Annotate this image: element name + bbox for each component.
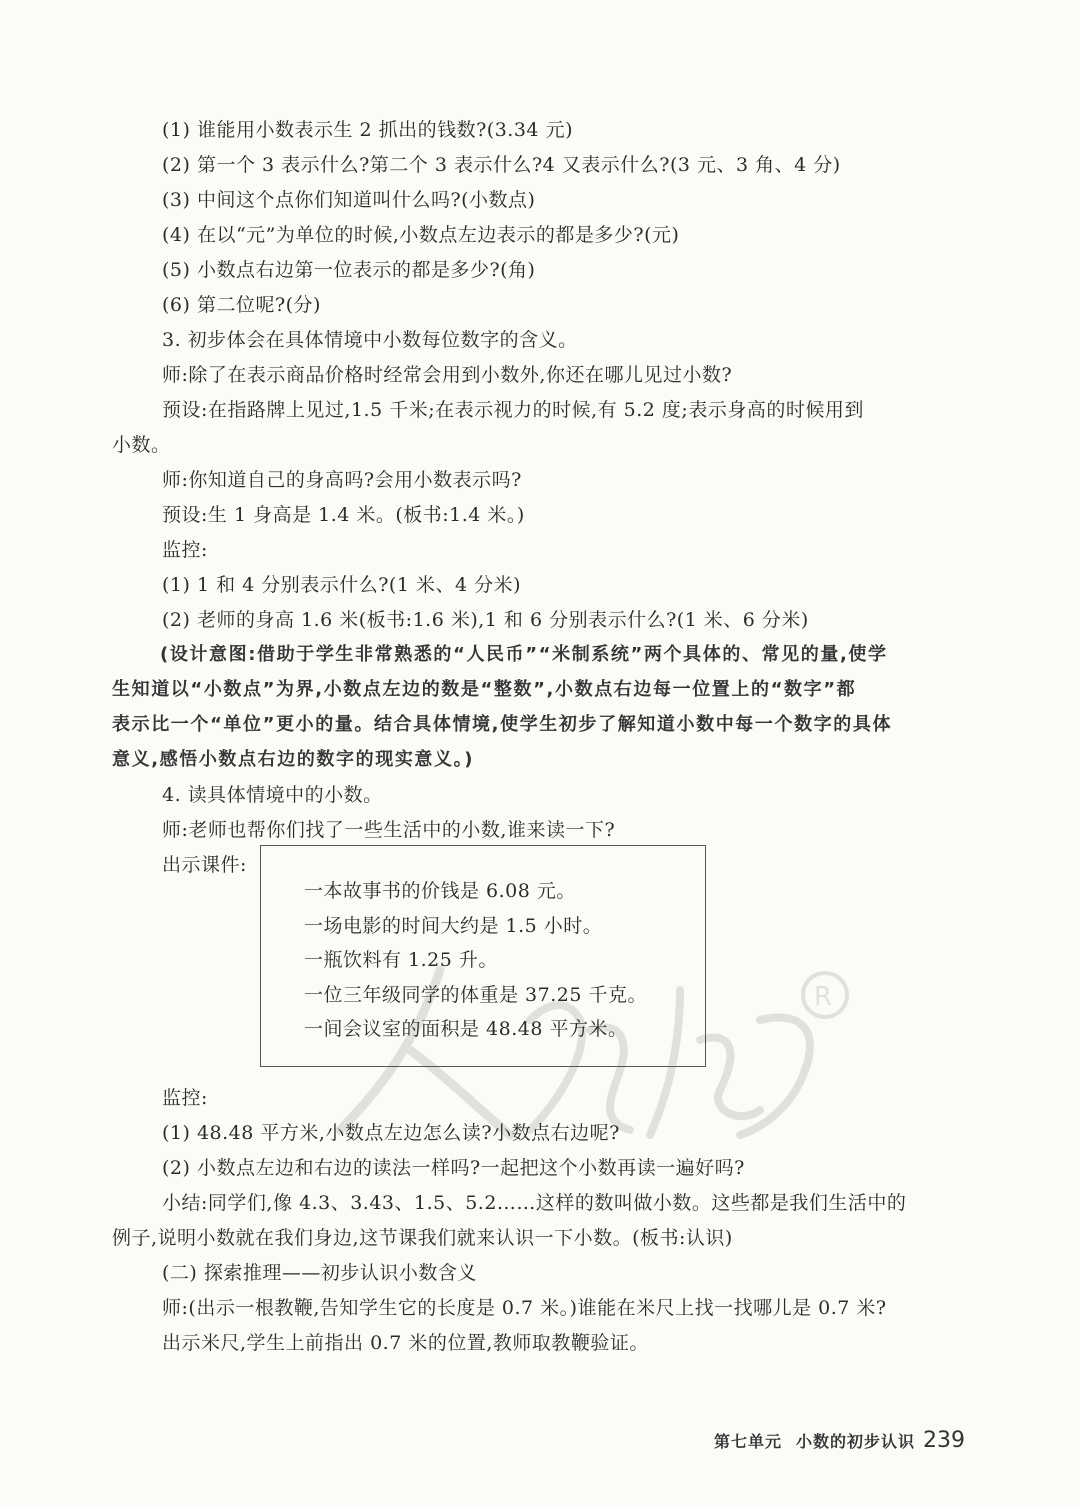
section-heading: 4. 读具体情境中的小数。 [162, 784, 383, 806]
preset-line-cont: 小数。 [112, 434, 171, 456]
summary-line-cont: 例子,说明小数就在我们身边,这节课我们就来认识一下小数。(板书:认识) [112, 1227, 733, 1249]
design-note-line: (设计意图:借助于学生非常熟悉的“人民币”“米制系统”两个具体的、常见的量,使学 [160, 644, 888, 665]
question-line: (2) 小数点左边和右边的读法一样吗?一起把这个小数再读一遍好吗? [162, 1157, 745, 1179]
section-heading: 3. 初步体会在具体情境中小数每位数字的含义。 [162, 329, 578, 351]
question-line: (5) 小数点右边第一位表示的都是多少?(角) [162, 259, 536, 281]
question-line: (1) 谁能用小数表示生 2 抓出的钱数?(3.34 元) [162, 119, 573, 141]
question-line: (3) 中间这个点你们知道叫什么吗?(小数点) [162, 189, 536, 211]
courseware-item: 一位三年级同学的体重是 37.25 千克。 [304, 984, 647, 1006]
monitor-label: 监控: [162, 539, 208, 561]
question-line: (2) 第一个 3 表示什么?第二个 3 表示什么?4 又表示什么?(3 元、3 角、4 分) [162, 154, 841, 176]
question-line: (1) 48.48 平方米,小数点左边怎么读?小数点右边呢? [162, 1122, 620, 1144]
teacher-line: 师:你知道自己的身高吗?会用小数表示吗? [162, 469, 522, 491]
monitor-label: 监控: [162, 1087, 208, 1109]
preset-line: 预设:生 1 身高是 1.4 米。(板书:1.4 米。) [162, 504, 525, 526]
question-line: (1) 1 和 4 分别表示什么?(1 米、4 分米) [162, 574, 522, 596]
design-note-line: 意义,感悟小数点右边的数字的现实意义。) [112, 749, 475, 770]
question-line: (6) 第二位呢?(分) [162, 294, 321, 316]
design-note-line: 表示比一个“单位”更小的量。结合具体情境,使学生初步了解知道小数中每一个数字的具体 [112, 714, 893, 735]
instruction-line: 出示米尺,学生上前指出 0.7 米的位置,教师取教鞭验证。 [162, 1332, 649, 1354]
page-number: 239 [923, 1428, 965, 1453]
footer-unit: 第七单元 [713, 1432, 782, 1451]
teacher-line: 师:(出示一根教鞭,告知学生它的长度是 0.7 米。)谁能在米尺上找一找哪儿是 0.7 米? [162, 1297, 887, 1319]
teacher-line: 师:老师也帮你们找了一些生活中的小数,谁来读一下? [162, 819, 616, 841]
courseware-item: 一场电影的时间大约是 1.5 小时。 [304, 915, 603, 937]
question-line: (4) 在以“元”为单位的时候,小数点左边表示的都是多少?(元) [162, 224, 680, 246]
preset-line: 预设:在指路牌上见过,1.5 千米;在表示视力的时候,有 5.2 度;表示身高的时候用到 [162, 399, 864, 421]
page-footer [714, 1428, 965, 1453]
svg-text:R: R [814, 982, 833, 1012]
footer-title: 小数的初步认识 [795, 1432, 915, 1451]
summary-line: 小结:同学们,像 4.3、3.43、1.5、5.2……这样的数叫做小数。这些都是我们生活中的 [162, 1192, 907, 1214]
courseware-label: 出示课件: [162, 854, 247, 876]
courseware-item: 一瓶饮料有 1.25 升。 [304, 949, 498, 971]
question-line: (2) 老师的身高 1.6 米(板书:1.6 米),1 和 6 分别表示什么?(1 米、6 分米) [162, 609, 809, 631]
section-heading: (二) 探索推理——初步认识小数含义 [162, 1262, 477, 1284]
courseware-item: 一本故事书的价钱是 6.08 元。 [304, 880, 576, 902]
teacher-line: 师:除了在表示商品价格时经常会用到小数外,你还在哪儿见过小数? [162, 364, 733, 386]
design-note-line: 生知道以“小数点”为界,小数点左边的数是“整数”,小数点右边每一位置上的“数字”都 [112, 679, 857, 700]
courseware-item: 一间会议室的面积是 48.48 平方米。 [304, 1018, 628, 1040]
